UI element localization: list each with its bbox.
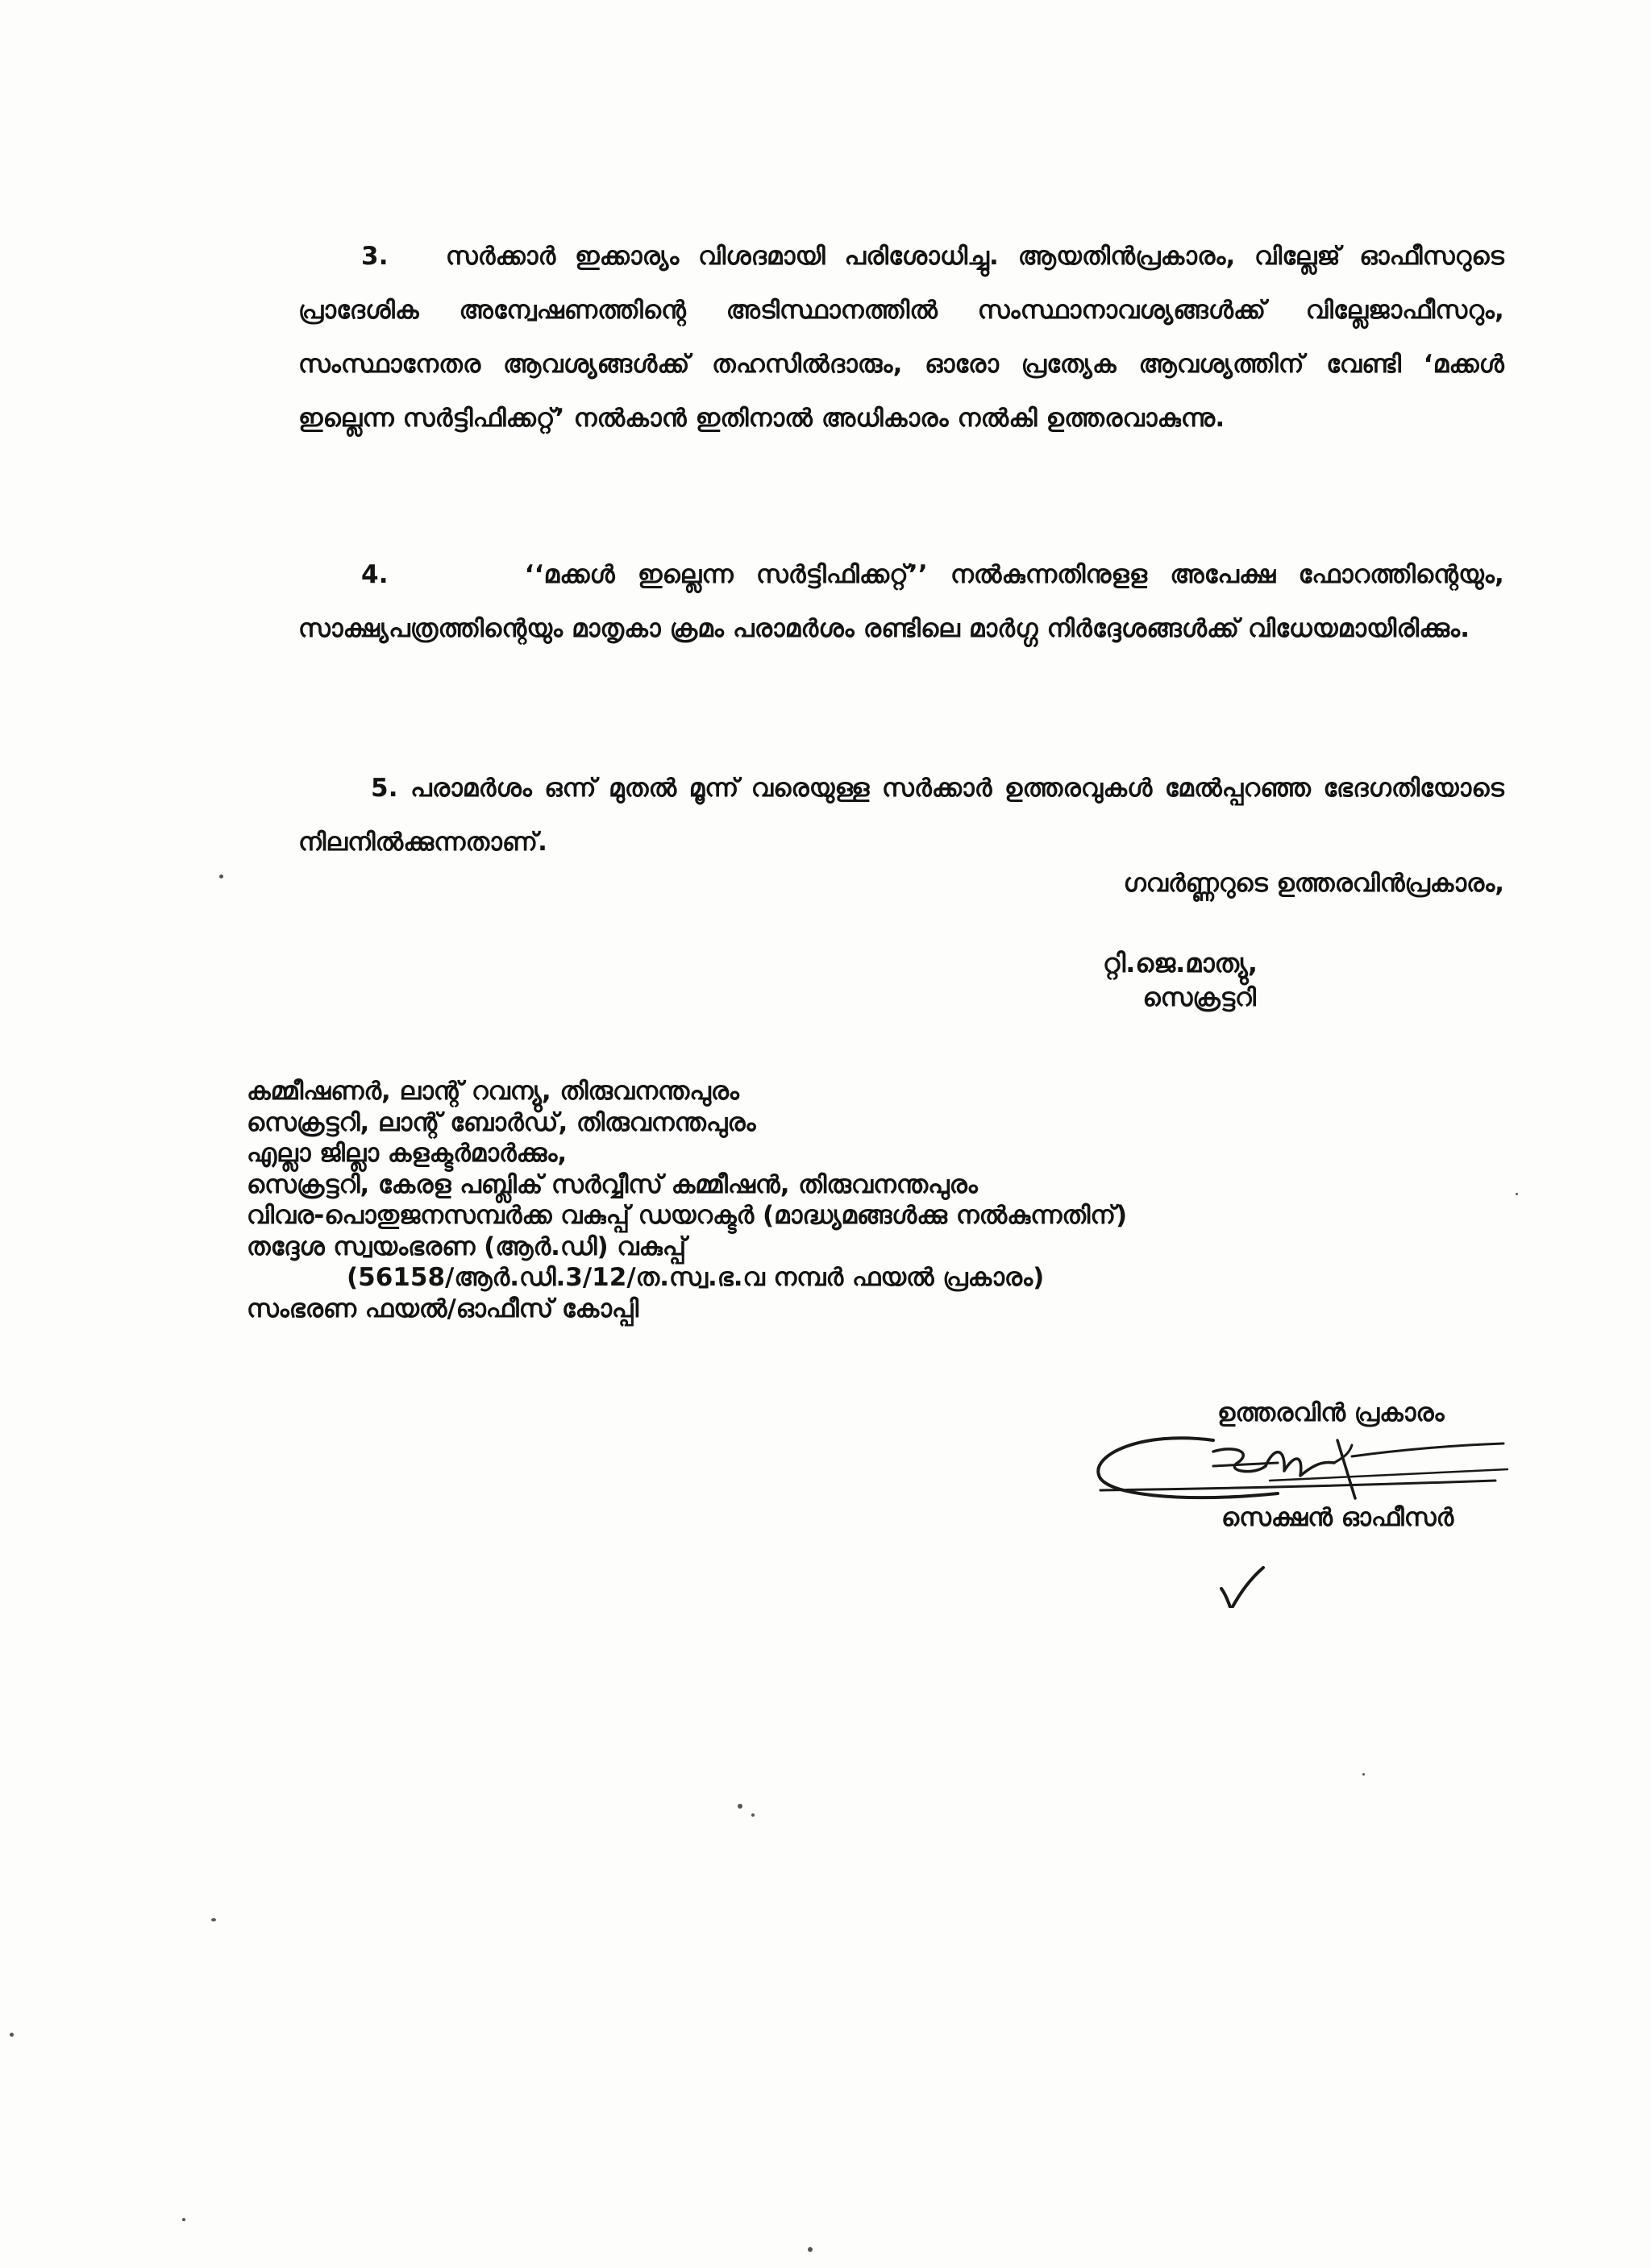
- paragraph-text: പരാമർശം ഒന്ന് മുതൽ മൂന്ന് വരെയുള്ള സർക്കാർ ഉത്തരവുകൾ മേൽപ്പറഞ്ഞ ഭേദഗതിയോടെ നിലനിൽക്കുന്നതാണ്.: [298, 774, 1504, 857]
- paragraph-number: 4.: [361, 560, 389, 589]
- scan-speck: [10, 2033, 14, 2037]
- signer-title: സെക്രട്ടറി: [1142, 983, 1256, 1012]
- paragraph-text: സർക്കാർ ഇക്കാര്യം വിശദമായി പരിശോധിച്ചു. ആയതിൻപ്രകാരം, വില്ലേജ് ഓഫീസറുടെ പ്രാദേശിക അന്വേഷണത്തിന്റെ അടിസ്ഥാനത്തിൽ സംസ്ഥാനാവശ്യങ്ങൾക്ക് വില്ലേജാഫീസറും, സംസ്ഥാനേതര ആവശ്യങ്ങൾക്ക് തഹസിൽദാരും, ഓരോ പ്രത്യേക ആവശ്യത്തിന് വേണ്ടി ‘മക്കൾ ഇല്ലെന്ന സർട്ടിഫിക്കറ്റ്’ നൽകാൻ ഇതിനാൽ അധികാരം നൽകി ഉത്തരവാകുന്നു.: [298, 242, 1504, 433]
- scan-speck: [1516, 1193, 1518, 1195]
- recipient-item: സെക്രട്ടറി, കേരള പബ്ലിക് സർവ്വീസ് കമ്മീഷൻ, തിരുവനന്തപുരം: [247, 1169, 978, 1199]
- scan-speck: [808, 2247, 813, 2252]
- attestation-block: [1092, 1398, 1512, 1608]
- attestation-bottom-label: സെക്ഷൻ ഓഫീസർ: [1221, 1503, 1454, 1532]
- scan-speck: [738, 1804, 742, 1809]
- paragraph-text: ‘‘മക്കൾ ഇല്ലെന്ന സർട്ടിഫിക്കറ്റ്’’ നൽകുന്നതിനുളള അപേക്ഷ ഫോറത്തിന്റെയും, സാക്ഷ്യപത്രത്തിന്റെയും മാതൃകാ ക്രമം പരാമർശം രണ്ടിലെ മാർഗ്ഗ നിർദ്ദേശങ്ങൾക്ക് വിധേയമായിരിക്കും.: [298, 560, 1504, 643]
- stock-file-line: സംഭരണ ഫയൽ/ഓഫീസ് കോപ്പി: [247, 1294, 639, 1323]
- recipient-item: തദ്ദേശ സ്വയംഭരണ (ആർ.ഡി) വകുപ്പ്: [247, 1232, 687, 1261]
- recipient-item: സെക്രട്ടറി, ലാന്റ് ബോർഡ്, തിരുവനന്തപുരം: [247, 1107, 756, 1137]
- paragraph-number: 3.: [361, 242, 389, 271]
- signer-name: റ്റി.ജെ.മാത്യു,: [1102, 948, 1258, 978]
- scan-speck: [211, 1918, 216, 1921]
- scan-speck: [751, 1813, 755, 1817]
- attestation-top-label: ഉത്തരവിൻ പ്രകാരം: [1217, 1398, 1445, 1427]
- check-mark-icon: [1221, 1568, 1263, 1608]
- paragraph-number: 5.: [371, 774, 398, 803]
- paragraph-5: [298, 762, 1504, 870]
- paragraph-3: [298, 230, 1504, 446]
- scan-speck: [219, 874, 223, 879]
- closing-line: ഗവർണ്ണറുടെ ഉത്തരവിൻപ്രകാരം,: [1123, 869, 1504, 898]
- recipient-item: എല്ലാ ജില്ലാ കളക്ടർമാർക്കും,: [247, 1139, 568, 1168]
- scan-speck: [182, 2218, 185, 2221]
- paragraph-4: [298, 548, 1504, 656]
- recipient-item: വിവര-പൊതുജനസമ്പർക്ക വകുപ്പ് ഡയറക്ടർ (മാദ്ധ്യമങ്ങൾക്കു നൽകുന്നതിന്): [247, 1201, 1128, 1230]
- recipient-item: കമ്മീഷണർ, ലാന്റ് റവന്യു, തിരുവനന്തപുരം: [247, 1077, 739, 1106]
- scan-speck: [1362, 1773, 1365, 1776]
- recipient-list: [247, 1076, 1127, 1324]
- file-reference: (56158/ആർ.ഡി.3/12/ത.സ്വ.ഭ.വ നമ്പർ ഫയൽ പ്രകാരം): [347, 1263, 1045, 1292]
